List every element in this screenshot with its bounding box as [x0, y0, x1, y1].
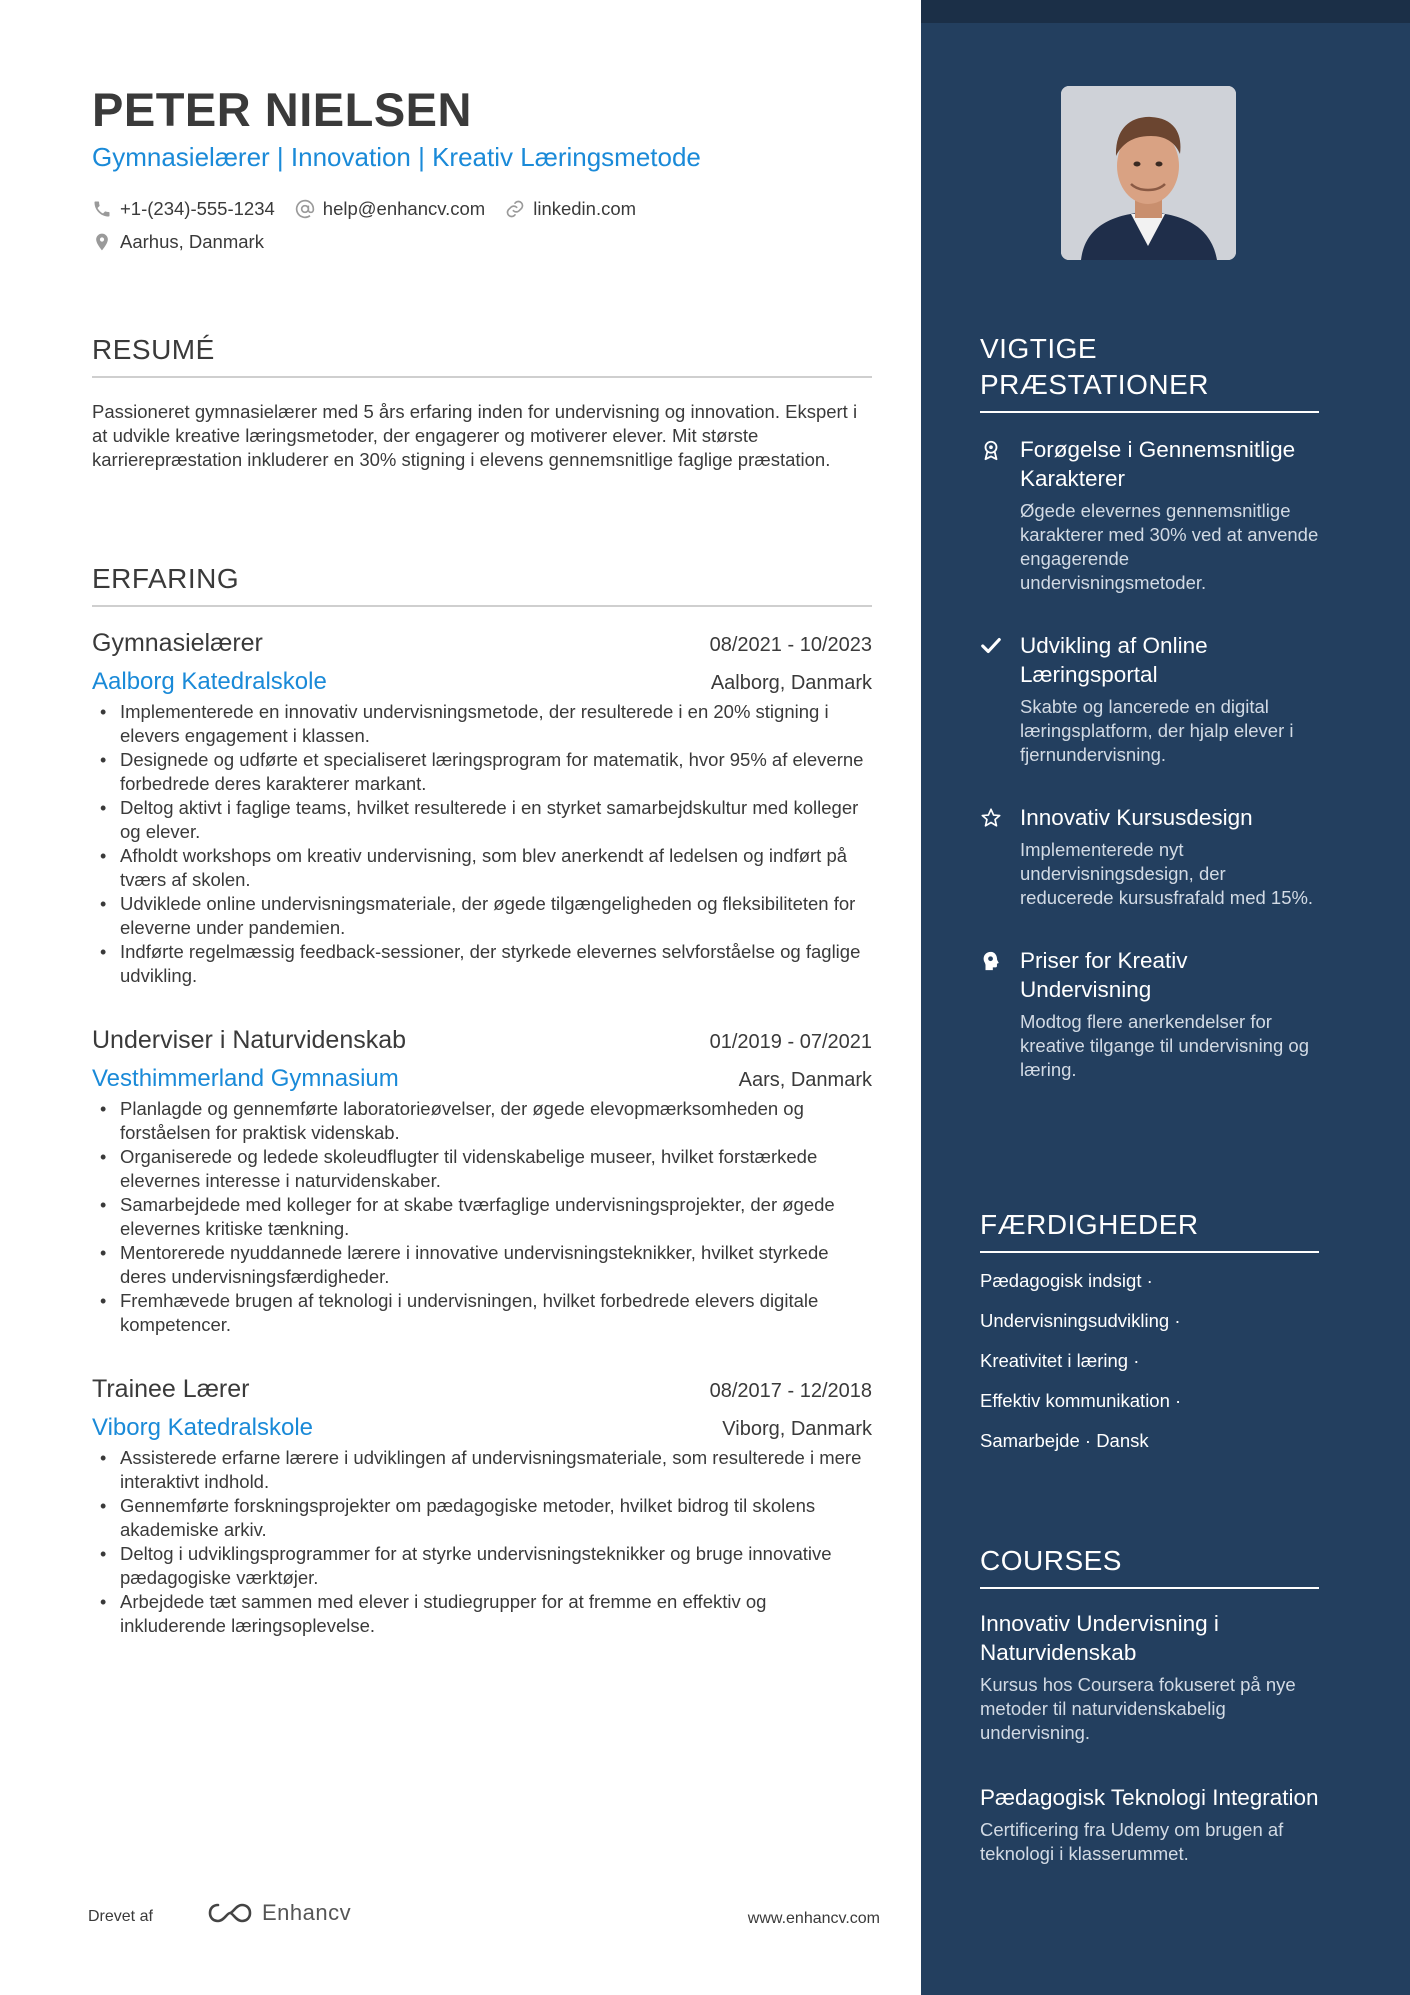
job-company[interactable]: Aalborg Katedralskole: [92, 668, 327, 695]
linkedin-text: linkedin.com: [533, 198, 637, 219]
location-text: Aarhus, Danmark: [120, 231, 264, 252]
job-bullet: • Organiserede og ledede skoleudflugter til videnskabelige museer, hvilket forstærkede elevernes interesse i naturvidenskaber.: [92, 1145, 872, 1193]
head-lightbulb-icon: [980, 950, 1002, 972]
courses-section: [980, 1543, 1319, 1866]
contact-phone[interactable]: [92, 198, 275, 220]
job-location: Aars, Danmark: [738, 1069, 872, 1091]
email-text: help@enhancv.com: [322, 198, 486, 219]
job-entry: [92, 629, 872, 988]
job-title: Gymnasielærer: [92, 629, 263, 657]
achievement-title: Innovativ Kursusdesign: [1020, 805, 1253, 830]
course-title: Innovativ Undervisning i Naturvidenskab: [980, 1611, 1219, 1665]
job-company[interactable]: Viborg Katedralskole: [92, 1414, 314, 1441]
job-bullets: [92, 1097, 872, 1337]
job-company[interactable]: Vesthimmerland Gymnasium: [92, 1065, 399, 1092]
job-entry: [92, 1375, 872, 1638]
job-location: Viborg, Danmark: [722, 1418, 872, 1440]
course-desc: Certificering fra Udemy om brugen af teknologi i klasserummet.: [980, 1819, 1284, 1864]
job-bullet: • Deltog i udviklingsprogrammer for at styrke undervisningsteknikker og bruge innovative pædagogiske værktøjer.: [92, 1542, 872, 1590]
footer-powered-by: Drevet af: [88, 1908, 153, 1925]
skills-title: FÆRDIGHEDER: [980, 1207, 1319, 1253]
course-item: [980, 1609, 1319, 1745]
job-bullet: • Mentorerede nyuddannede lærere i innovative undervisningsteknikker, hvilket styrkede deres undervisningsfærdigheder.: [92, 1241, 872, 1289]
job-bullet: • Planlagde og gennemførte laboratorieøvelser, der øgede elevopmærksomheden og forståelsen for praktisk videnskab.: [92, 1097, 872, 1145]
job-location: Aalborg, Danmark: [710, 672, 872, 694]
candidate-headline: Gymnasielærer | Innovation | Kreativ Læringsmetode: [92, 142, 701, 172]
job-bullet: • Implementerede en innovativ undervisningsmetode, der resulterede i en 20% stigning i elevers engagement i klassen.: [92, 700, 872, 748]
course-item: [980, 1783, 1319, 1866]
sidebar: [921, 0, 1410, 1995]
experience-title: ERFARING: [92, 563, 872, 607]
link-icon: [505, 199, 525, 219]
skill-line: Undervisningsudvikling ·: [980, 1310, 1181, 1331]
footer: [88, 1900, 880, 1940]
achievement-item: [980, 803, 1319, 910]
job-title: Underviser i Naturvidenskab: [92, 1026, 407, 1054]
profile-photo: [1061, 86, 1236, 260]
job-bullet: • Assisterede erfarne lærere i udviklingen af undervisningsmateriale, som resulterede i mere interaktivt indhold.: [92, 1446, 872, 1494]
checkmark-icon: [980, 635, 1002, 657]
skills-section: [980, 1207, 1319, 1453]
job-bullet: • Udviklede online undervisningsmateriale, der øgede tilgængeligheden og fleksibiliteten for eleverne under pandemien.: [92, 892, 872, 940]
achievement-title: Udvikling af Online Læringsportal: [1020, 633, 1208, 687]
contact-location: [92, 231, 264, 253]
experience-section: [92, 563, 872, 1638]
skill-line: Effektiv kommunikation ·: [980, 1390, 1182, 1411]
job-bullet: • Fremhævede brugen af teknologi i undervisningen, hvilket forbedrede elevers digitale kompetencer.: [92, 1289, 872, 1337]
at-icon: [295, 199, 315, 219]
job-entry: [92, 1026, 872, 1337]
star-icon: [980, 807, 1002, 829]
job-bullet: • Indførte regelmæssig feedback-sessioner, der styrkede elevernes selvforståelse og faglige udvikling.: [92, 940, 872, 988]
achievement-desc: Øgede elevernes gennemsnitlige karakterer med 30% ved at anvende engagerende undervisningsmetoder.: [1020, 500, 1319, 593]
achievement-item: [980, 946, 1319, 1082]
course-desc: Kursus hos Coursera fokuseret på nye metoder til naturvidenskabelig undervisning.: [980, 1674, 1296, 1743]
achievement-title: Priser for Kreativ Undervisning: [1020, 948, 1188, 1002]
avatar-illustration: [1061, 86, 1236, 260]
footer-url[interactable]: www.enhancv.com: [747, 1910, 880, 1927]
skill-line: Pædagogisk indsigt ·: [980, 1270, 1153, 1291]
achievement-title: Forøgelse i Gennemsnitlige Karakterer: [1020, 437, 1296, 491]
job-bullet: • Deltog aktivt i faglige teams, hvilket resulterede i en styrket samarbejdskultur med kolleger og elever.: [92, 796, 872, 844]
phone-icon: [92, 199, 112, 219]
job-bullet: • Arbejdede tæt sammen med elever i studiegrupper for at fremme en effektiv og inkluderende læringsoplevelse.: [92, 1590, 872, 1638]
sidebar-top-bar: [921, 0, 1410, 23]
achievement-desc: Modtog flere anerkendelser for kreative tilgange til undervisning og læring.: [1020, 1011, 1309, 1080]
achievement-desc: Skabte og lancerede en digital læringsplatform, der hjalp elever i fjernundervisning.: [1020, 696, 1294, 765]
phone-text: +1-(234)-555-1234: [120, 198, 275, 219]
summary-title: RESUMÉ: [92, 334, 872, 378]
contact-linkedin[interactable]: [505, 198, 636, 220]
achievements-title: VIGTIGE PRÆSTATIONER: [980, 331, 1319, 413]
job-bullets: [92, 1446, 872, 1638]
infinity-logo-icon: [206, 1900, 254, 1926]
award-icon: [980, 439, 1002, 461]
job-bullet: • Designede og udførte et specialiseret læringsprogram for matematik, hvor 95% af eleverne forbedrede deres karakterer markant.: [92, 748, 872, 796]
course-title: Pædagogisk Teknologi Integration: [980, 1785, 1319, 1810]
job-dates: 08/2017 - 12/2018: [709, 1380, 872, 1402]
job-dates: 08/2021 - 10/2023: [709, 634, 872, 656]
achievement-desc: Implementerede nyt undervisningsdesign, der reducerede kursusfrafald med 15%.: [1020, 839, 1314, 908]
contact-info: [92, 196, 872, 262]
contact-email[interactable]: [295, 198, 485, 220]
skill-line: Kreativitet i læring ·: [980, 1350, 1140, 1371]
job-bullet: • Gennemførte forskningsprojekter om pædagogiske metoder, hvilket bidrog til skolens akademiske arkiv.: [92, 1494, 872, 1542]
skill-line: Samarbejde · Dansk: [980, 1430, 1149, 1451]
job-title: Trainee Lærer: [92, 1375, 250, 1403]
summary-text: Passioneret gymnasielærer med 5 års erfaring inden for undervisning og innovation. Ekspert i at udvikle kreative læringsmetoder, der engagerer og motiverer elever. Mit største karrierepræstation inkluderer en 30% stigning i elevens gennemsnitlige faglige præstation.: [92, 401, 858, 470]
job-bullet: • Samarbejdede med kolleger for at skabe tværfaglige undervisningsprojekter, der øgede elevernes kritiske tænkning.: [92, 1193, 872, 1241]
job-dates: 01/2019 - 07/2021: [709, 1031, 872, 1053]
courses-title: COURSES: [980, 1543, 1319, 1589]
enhancv-logo[interactable]: [206, 1900, 351, 1926]
summary-section: [92, 334, 872, 472]
footer-brand: Enhancv: [262, 1900, 352, 1925]
candidate-name: PETER NIELSEN: [92, 83, 472, 136]
achievements-section: [980, 331, 1319, 1082]
location-pin-icon: [92, 232, 112, 252]
job-bullets: [92, 700, 872, 988]
achievement-item: [980, 631, 1319, 767]
achievement-item: [980, 435, 1319, 595]
job-bullet: • Afholdt workshops om kreativ undervisning, som blev anerkendt af ledelsen og indført på tværs af skolen.: [92, 844, 872, 892]
